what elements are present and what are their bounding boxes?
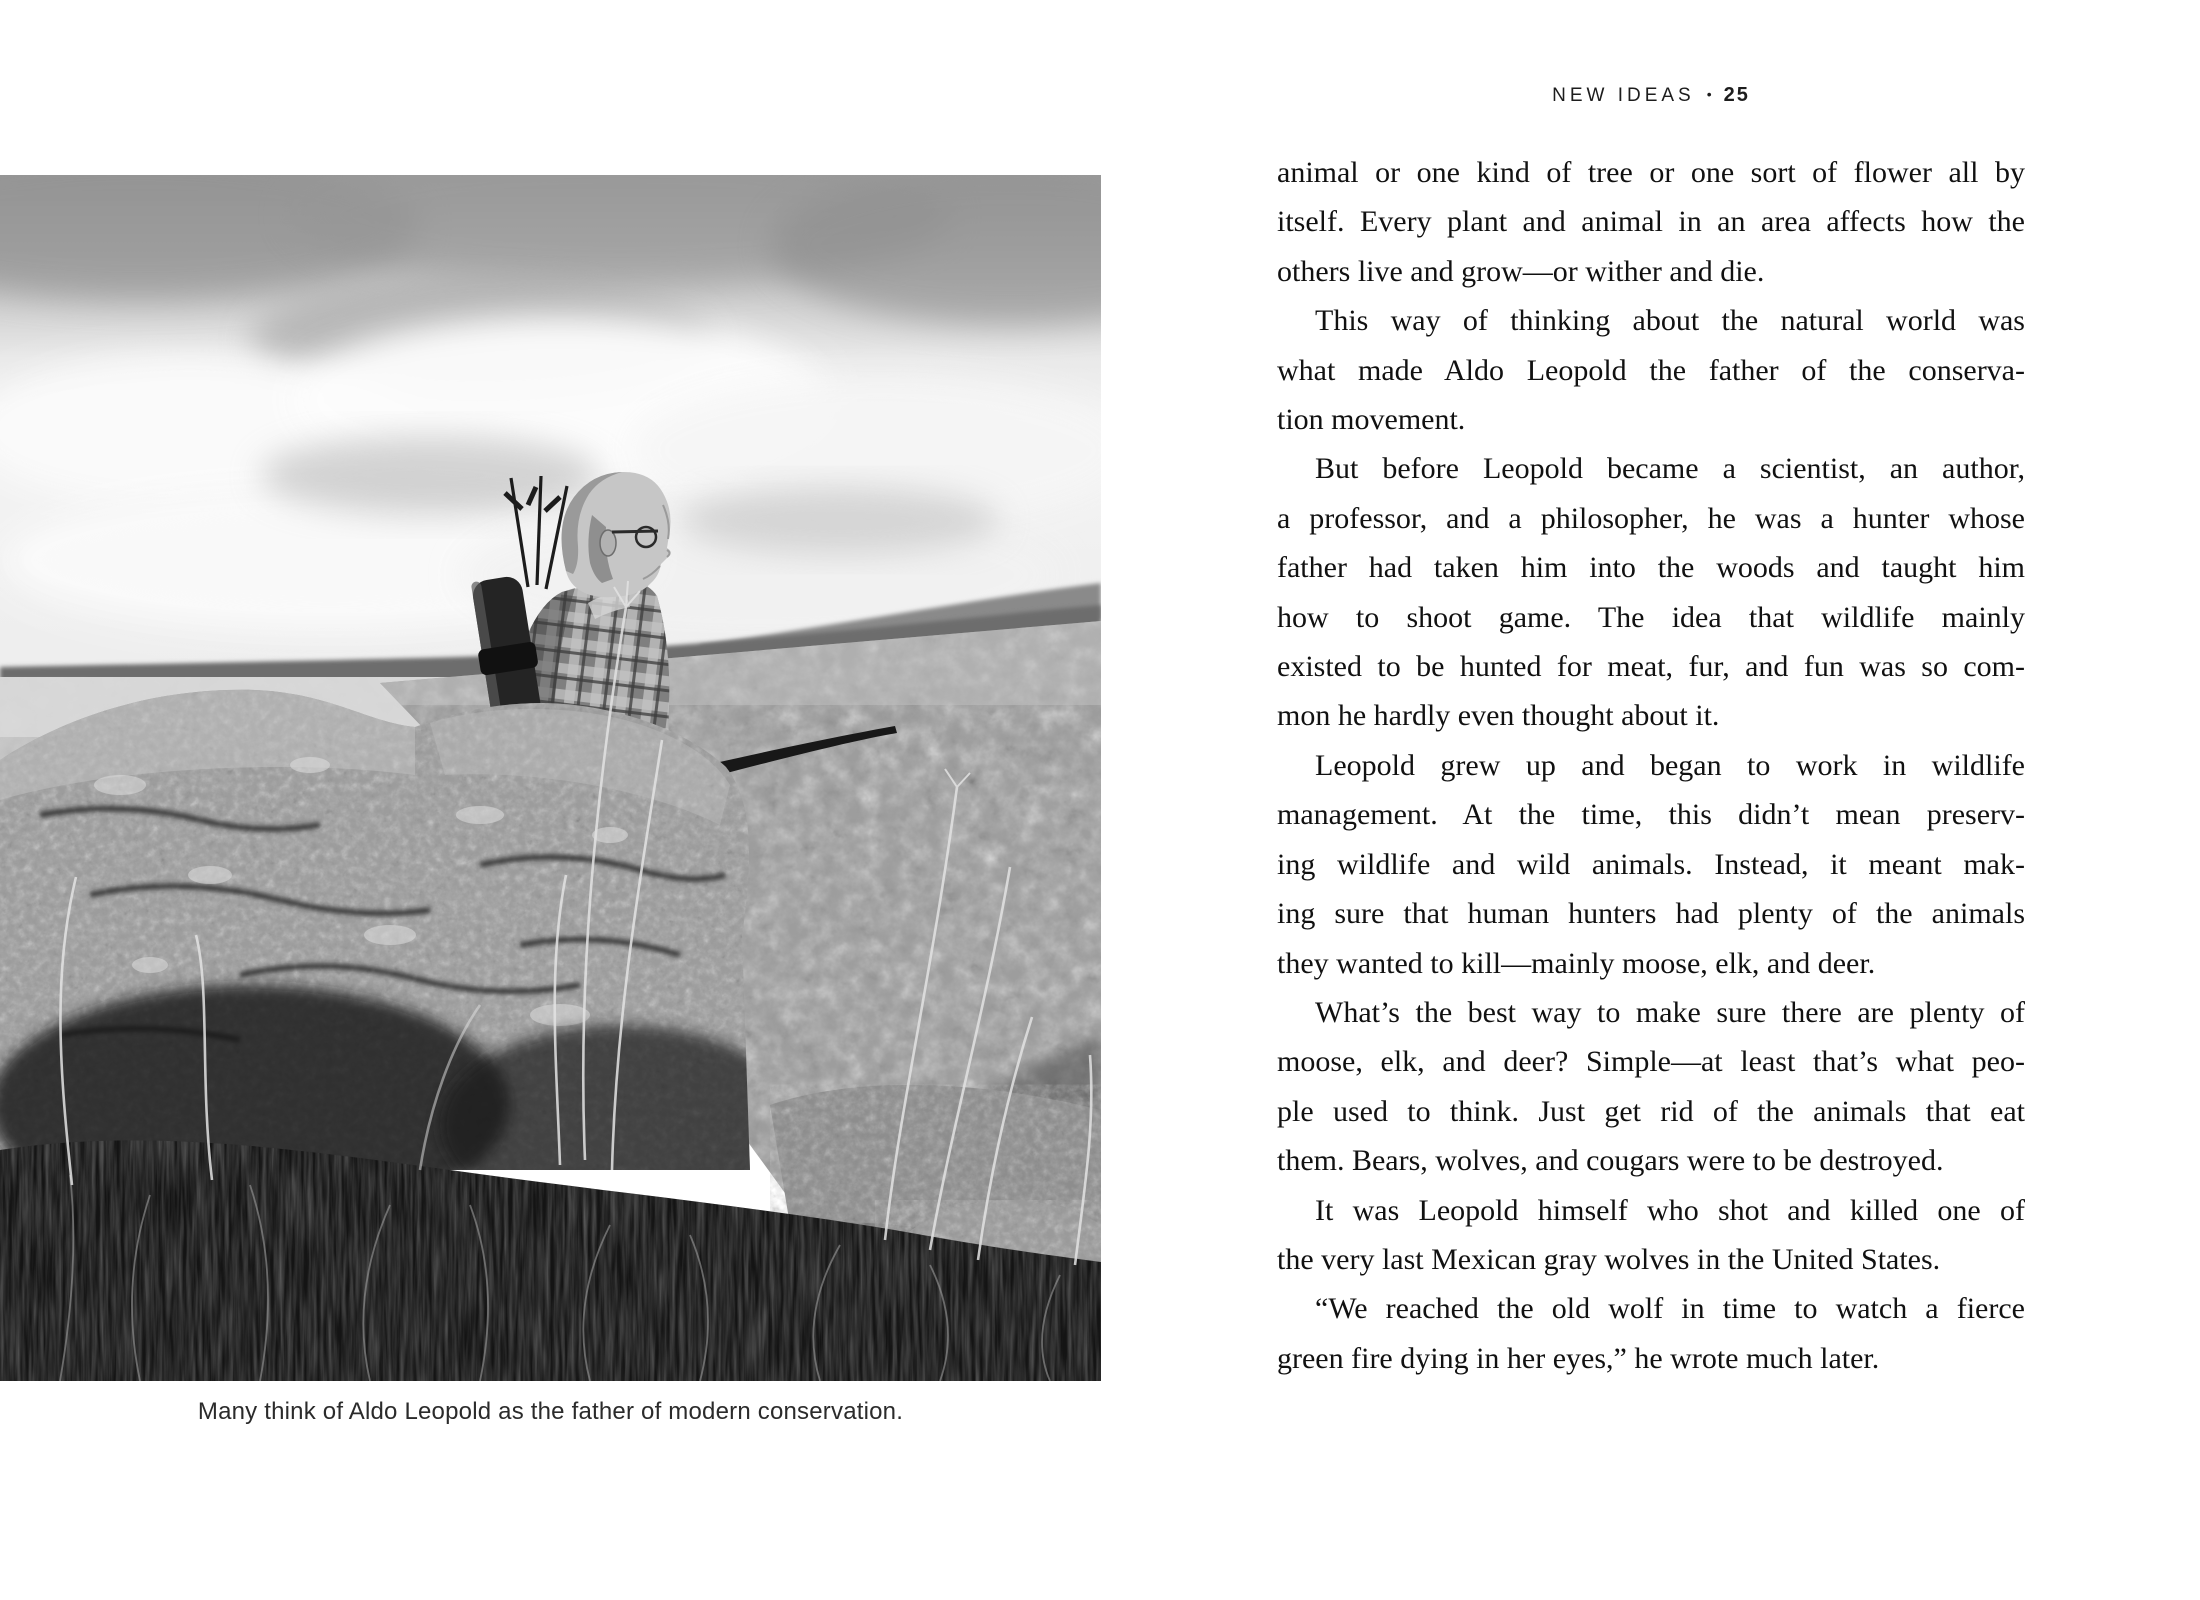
glasses — [612, 531, 658, 532]
text-line: green fire dying in her eyes,” he wrote much later. — [1277, 1341, 1880, 1375]
text-line: What’s the best way to make sure there are plenty of — [1315, 995, 2025, 1029]
text-line: But before Leopold became a scientist, an author, — [1315, 452, 2025, 486]
text-line: existed to be hunted for meat, fur, and fun was so com- — [1277, 650, 2025, 684]
text-line: This way of thinking about the natural world was — [1315, 304, 2025, 338]
running-header — [1277, 84, 2025, 107]
text-line: It was Leopold himself who shot and killed one of — [1315, 1193, 2025, 1227]
text-line: a professor, and a philosopher, he was a hunter whose — [1277, 501, 2025, 535]
text-line: mon he hardly even thought about it. — [1277, 699, 1720, 733]
text-line: them. Bears, wolves, and cougars were to be destroyed. — [1277, 1144, 1944, 1178]
text-line: others live and grow—or wither and die. — [1277, 254, 1765, 288]
text-line: management. At the time, this didn’t mean preserv- — [1277, 798, 2025, 832]
text-line: itself. Every plant and animal in an area affects how the — [1277, 205, 2025, 239]
text-line: “We reached the old wolf in time to watch a fierce — [1315, 1292, 2025, 1326]
text-line: Leopold grew up and began to work in wildlife — [1315, 748, 2025, 782]
text-line: tion movement. — [1277, 403, 1466, 437]
text-line: how to shoot game. The idea that wildlife mainly — [1277, 600, 2025, 634]
photo-caption: Many think of Aldo Leopold as the father of modern conservation. — [197, 1398, 904, 1425]
text-line: father had taken him into the woods and taught him — [1277, 551, 2025, 585]
ear — [600, 530, 616, 556]
text-line: they wanted to kill—mainly moose, elk, and deer. — [1277, 946, 1876, 980]
page-number: 25 — [1723, 84, 1750, 106]
header-bullet-separator: • — [1706, 86, 1712, 102]
body-text — [1277, 148, 2025, 1383]
text-line: what made Aldo Leopold the father of the conserva- — [1277, 353, 2025, 387]
text-line: ple used to think. Just get rid of the animals that eat — [1277, 1094, 2025, 1128]
text-line: the very last Mexican gray wolves in the United States. — [1277, 1242, 1941, 1276]
text-line: ing sure that human hunters had plenty of the animals — [1277, 897, 2025, 931]
section-title: NEW IDEAS — [1552, 85, 1695, 106]
text-line: ing wildlife and wild animals. Instead, it meant mak- — [1277, 847, 2025, 881]
text-line: animal or one kind of tree or one sort of flower all by — [1277, 156, 2025, 189]
leopold-photo-image — [0, 175, 1101, 1381]
text-line: moose, elk, and deer? Simple—at least that’s what peo- — [1277, 1045, 2025, 1079]
leopold-photo-figure — [0, 175, 1101, 1381]
